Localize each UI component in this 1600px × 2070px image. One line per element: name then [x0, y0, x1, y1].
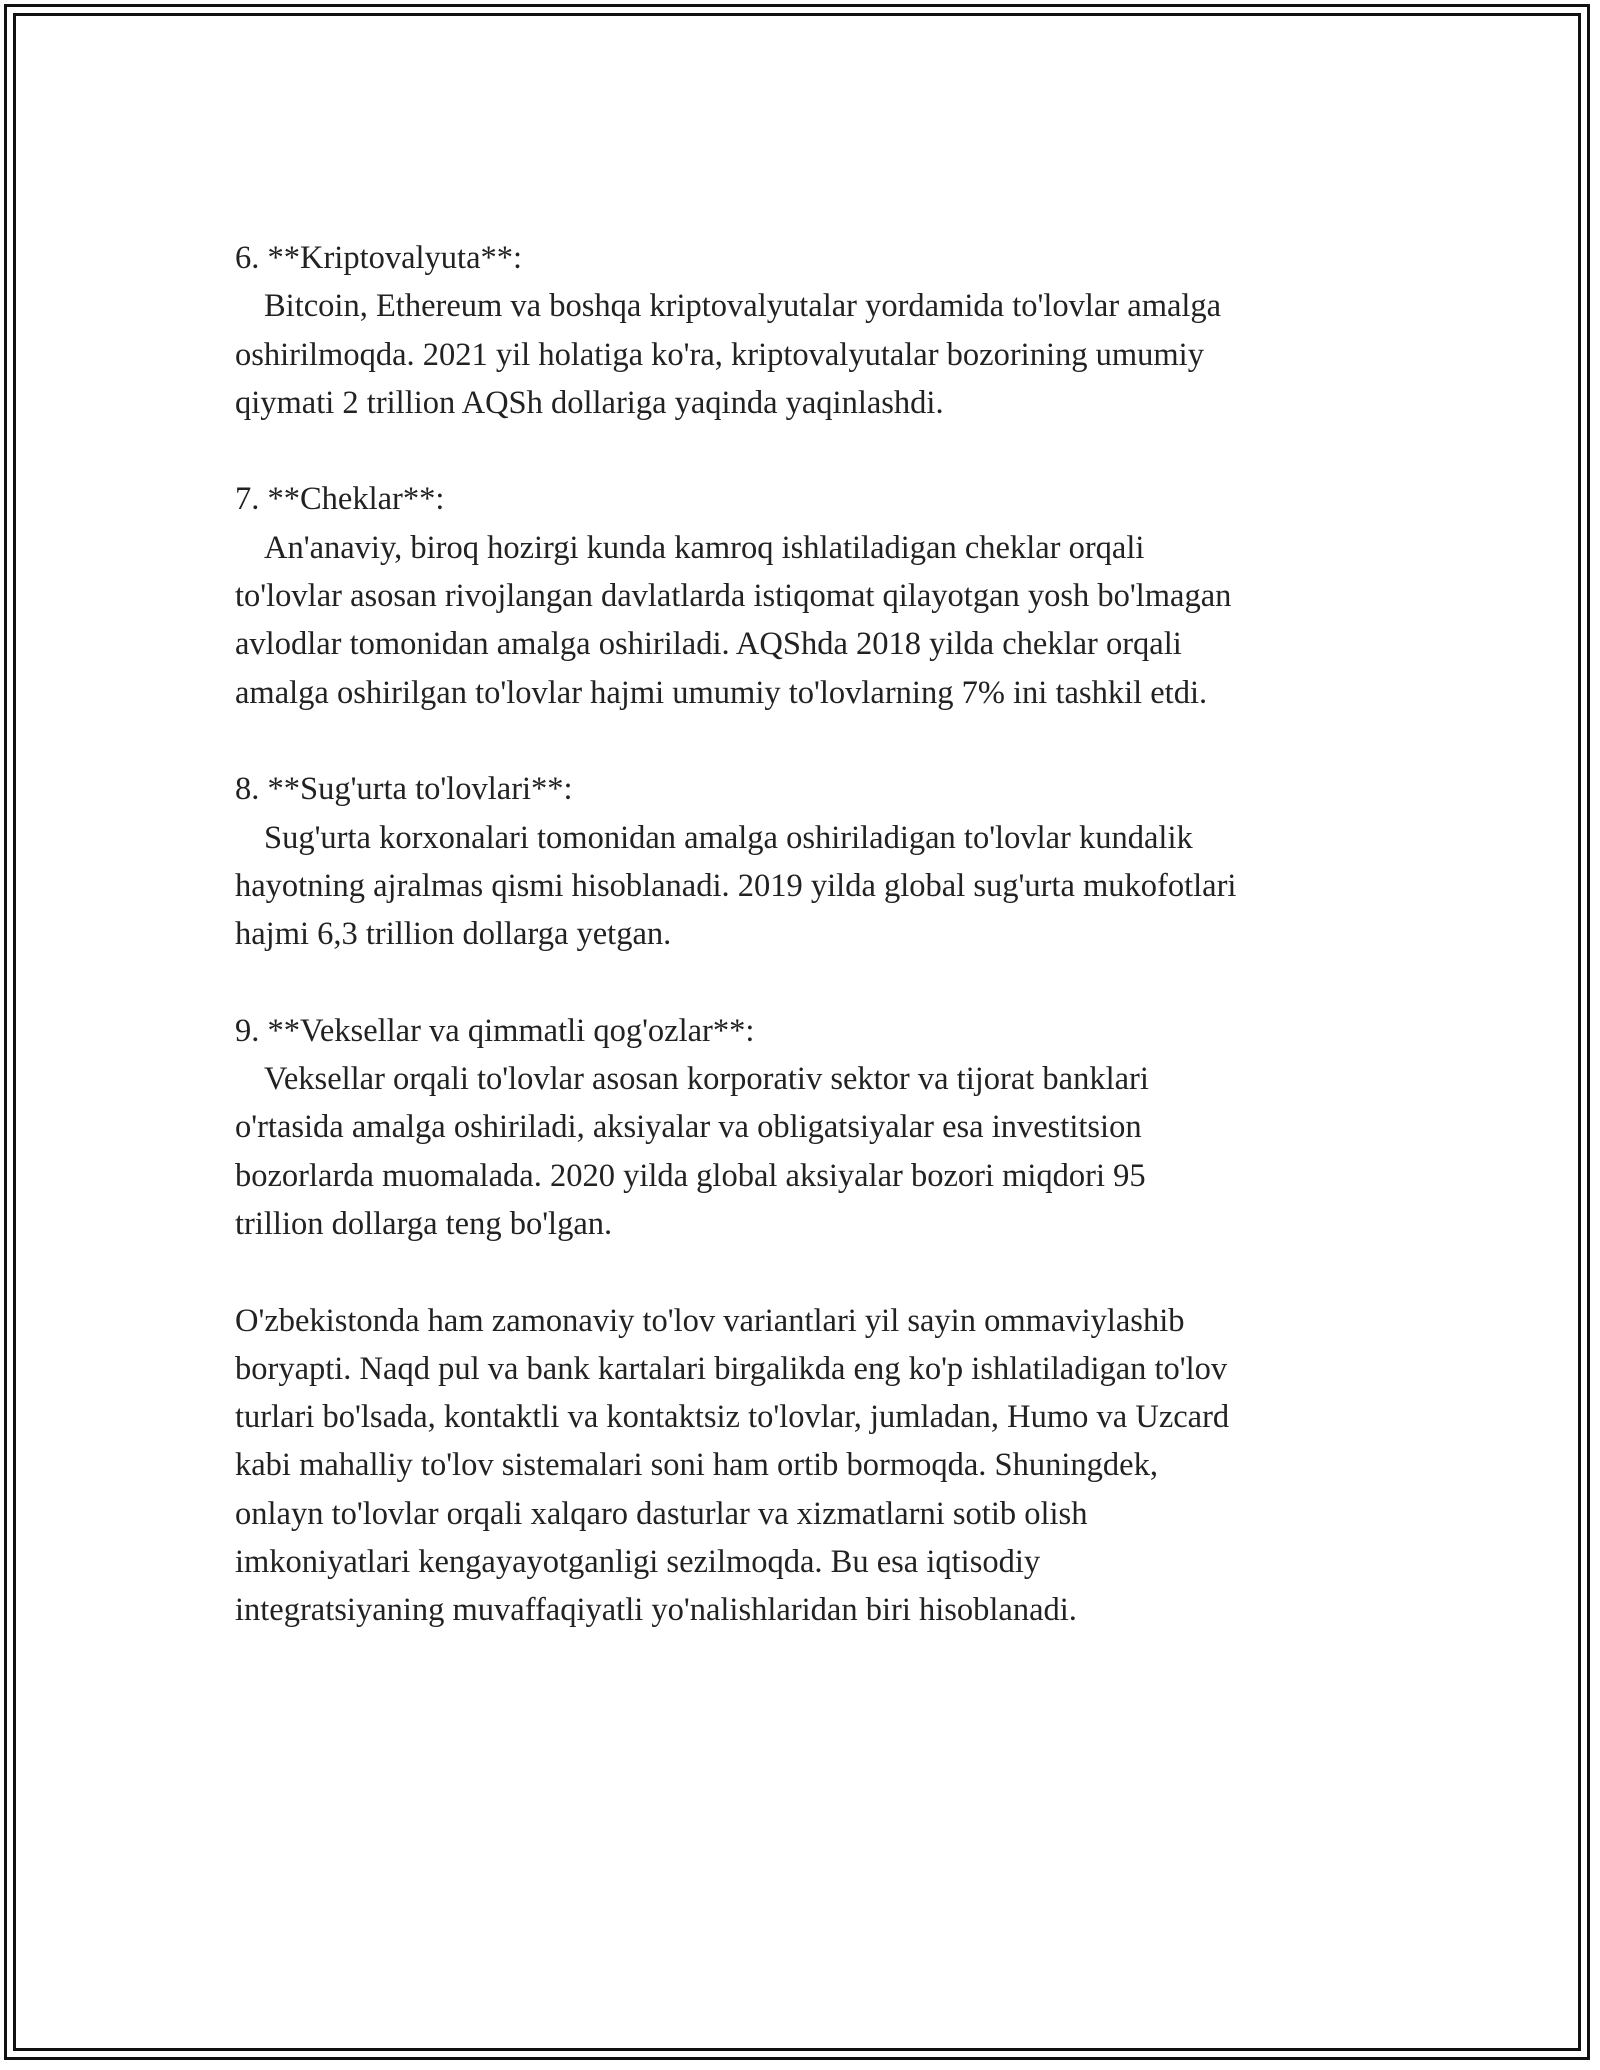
paragraph-line: qiymati 2 trillion AQSh dollariga yaqinda yaqinlashdi. — [235, 384, 944, 421]
paragraph-line: hayotning ajralmas qismi hisoblanadi. 2019 yilda global sug'urta mukofotlari — [235, 867, 1237, 904]
section-sugurta — [235, 765, 1385, 958]
conclusion-paragraph — [235, 1297, 1385, 1635]
section-cheklar — [235, 475, 1385, 716]
section-heading: 8. **Sug'urta to'lovlari**: — [235, 771, 573, 808]
paragraph-line: Veksellar orqali to'lovlar asosan korporativ sektor va tijorat banklari — [264, 1061, 1149, 1098]
section-veksellar — [235, 1007, 1385, 1248]
paragraph-line: boryapti. Naqd pul va bank kartalari birgalikda eng ko'p ishlatiladigan to'lov — [235, 1350, 1228, 1387]
paragraph-line: turlari bo'lsada, kontaktli va kontaktsiz to'lovlar, jumladan, Humo va Uzcard — [235, 1399, 1230, 1436]
section-heading: 7. **Cheklar**: — [235, 481, 445, 518]
paragraph-line: O'zbekistonda ham zamonaviy to'lov variantlari yil sayin ommaviylashib — [235, 1302, 1185, 1339]
section-heading: 9. **Veksellar va qimmatli qog'ozlar**: — [235, 1012, 755, 1049]
document-body — [235, 234, 1385, 1683]
paragraph-line: oshirilmoqda. 2021 yil holatiga ko'ra, kriptovalyutalar bozorining umumiy — [235, 336, 1204, 373]
paragraph-line: An'anaviy, biroq hozirgi kunda kamroq ishlatiladigan cheklar orqali — [264, 529, 1145, 566]
section-kriptovalyuta — [235, 234, 1385, 427]
section-heading: 6. **Kriptovalyuta**: — [235, 240, 523, 276]
paragraph-line: Bitcoin, Ethereum va boshqa kriptovalyutalar yordamida to'lovlar amalga — [264, 288, 1222, 325]
paragraph-line: amalga oshirilgan to'lovlar hajmi umumiy to'lovlarning 7% ini tashkil etdi. — [235, 674, 1208, 711]
paragraph-line: integratsiyaning muvaffaqiyatli yo'nalishlaridan biri hisoblanadi. — [235, 1592, 1077, 1629]
paragraph-line: onlayn to'lovlar orqali xalqaro dasturlar va xizmatlarni sotib olish — [235, 1495, 1088, 1532]
paragraph-line: Sug'urta korxonalari tomonidan amalga oshiriladigan to'lovlar kundalik — [264, 819, 1193, 856]
paragraph-line: kabi mahalliy to'lov sistemalari soni ham ortib bormoqda. Shuningdek, — [235, 1447, 1158, 1484]
paragraph-line: imkoniyatlari kengayayotganligi sezilmoqda. Bu esa iqtisodiy — [235, 1544, 1041, 1581]
paragraph-line: avlodlar tomonidan amalga oshiriladi. AQShda 2018 yilda cheklar orqali — [235, 626, 1182, 663]
paragraph-line: to'lovlar asosan rivojlangan davlatlarda istiqomat qilayotgan yosh bo'lmagan — [235, 578, 1232, 615]
paragraph-line: hajmi 6,3 trillion dollarga yetgan. — [235, 916, 672, 953]
paragraph-line: o'rtasida amalga oshiriladi, aksiyalar va obligatsiyalar esa investitsion — [235, 1109, 1142, 1146]
paragraph-line: bozorlarda muomalada. 2020 yilda global aksiyalar bozori miqdori 95 — [235, 1157, 1146, 1194]
paragraph-line: trillion dollarga teng bo'lgan. — [235, 1205, 613, 1242]
